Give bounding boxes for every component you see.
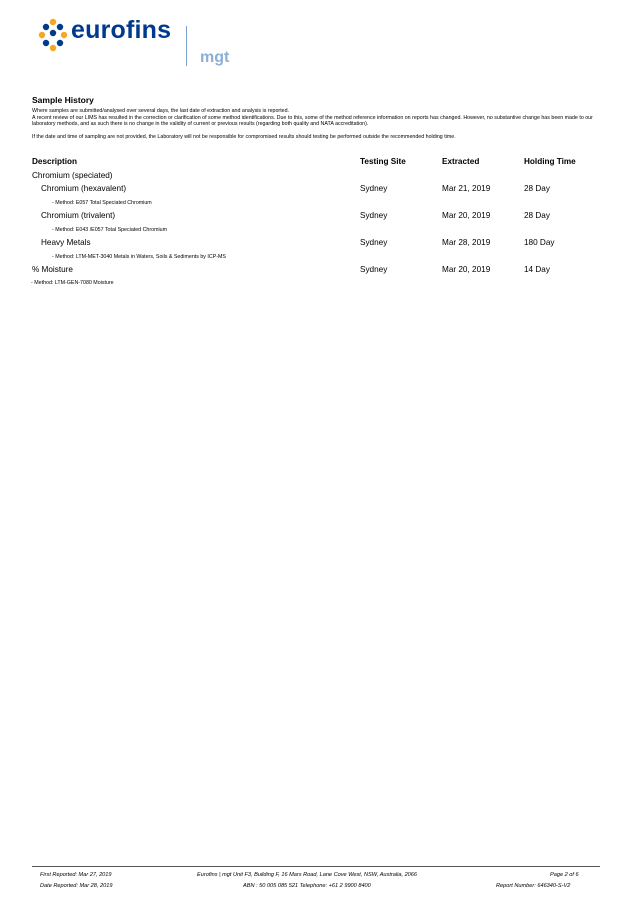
header-holding-time: Holding Time xyxy=(524,157,576,166)
row-description: Chromium (hexavalent) xyxy=(41,184,127,193)
footer-page-number: Page 2 of 6 xyxy=(550,872,579,878)
eurofins-mgt-logo xyxy=(38,14,248,72)
table-row xyxy=(32,238,592,250)
header-extracted: Extracted xyxy=(442,157,480,166)
row-description: % Moisture xyxy=(32,265,73,274)
group-label-row xyxy=(32,171,592,183)
row-method: - Method: LTM-GEN-7080 Moisture xyxy=(31,280,114,286)
note-line: If the date and time of sampling are not provided, the Laboratory will not be responsible for compromised results should testing be performed outside the recommended holding time. xyxy=(32,133,456,140)
logo-wordmark: eurofins xyxy=(71,16,172,44)
row-holding: 14 Day xyxy=(524,265,550,274)
footer-divider xyxy=(32,866,600,867)
note-line: A recent review of our LIMS has resulted in the correction or clarification of some method identifications. Due to this, some of the method reference information on reports has changed. However, no substantive change has been made to our laboratory methods, and as such there is no change in the validity of current or previous results (regarding both quality and NATA accreditation). xyxy=(32,114,593,127)
logo-divider xyxy=(186,26,187,66)
table-row xyxy=(32,265,592,277)
row-extracted: Mar 28, 2019 xyxy=(442,238,491,247)
section-title: Sample History xyxy=(32,95,94,105)
footer-address: Eurofins | mgt Unit F3, Building F, 16 Mars Road, Lane Cove West, NSW, Australia, 2066 xyxy=(197,872,418,878)
row-holding: 180 Day xyxy=(524,238,555,247)
footer-first-reported: First Reported: Mar 27, 2019 xyxy=(40,872,112,878)
row-site: Sydney xyxy=(360,265,388,274)
row-method: - Method: E057 Total Speciated Chromium xyxy=(52,200,152,206)
row-site: Sydney xyxy=(360,211,388,220)
row-holding: 28 Day xyxy=(524,184,550,193)
row-site: Sydney xyxy=(360,184,388,193)
row-description: Heavy Metals xyxy=(41,238,91,247)
row-extracted: Mar 20, 2019 xyxy=(442,265,491,274)
row-extracted: Mar 21, 2019 xyxy=(442,184,491,193)
group-label: Chromium (speciated) xyxy=(32,171,113,180)
footer-report-number: Report Number: 646340-S-V2 xyxy=(496,883,571,889)
row-extracted: Mar 20, 2019 xyxy=(442,211,491,220)
eurofins-dots-icon xyxy=(38,18,68,52)
header-testing-site: Testing Site xyxy=(360,157,406,166)
row-method: - Method: LTM-MET-3040 Metals in Waters, Soils & Sediments by ICP-MS xyxy=(52,254,226,260)
note-line: Where samples are submitted/analysed over several days, the last date of extraction and analysis is reported. xyxy=(32,108,290,114)
footer-date-reported: Date Reported: Mar 28, 2019 xyxy=(40,883,113,889)
row-method: - Method: E043 /E057 Total Speciated Chromium xyxy=(52,227,168,233)
footer-abn: ABN : 50 005 085 521 Telephone: +61 2 9900 8400 xyxy=(243,883,371,889)
row-site: Sydney xyxy=(360,238,388,247)
section-notes xyxy=(32,108,602,140)
row-description: Chromium (trivalent) xyxy=(41,211,116,220)
table-row xyxy=(32,184,592,196)
table-row xyxy=(32,211,592,223)
logo-sub-brand: mgt xyxy=(200,49,230,66)
header-description: Description xyxy=(32,157,78,166)
row-holding: 28 Day xyxy=(524,211,550,220)
